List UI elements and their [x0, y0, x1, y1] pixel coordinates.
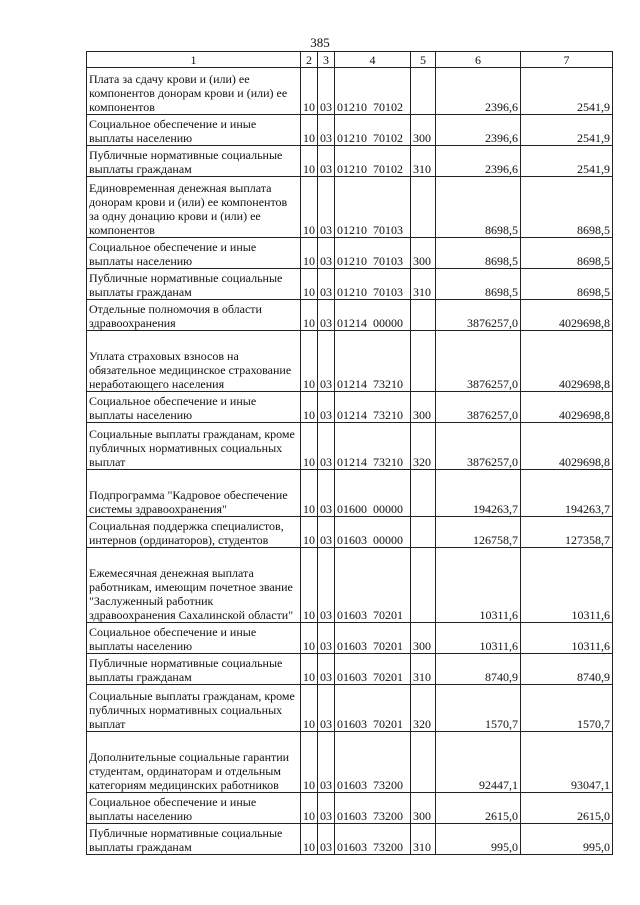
amount-year2-cell: 10311,6	[521, 548, 613, 623]
section-code-cell: 10	[301, 654, 318, 685]
amount-year2-cell: 2541,9	[521, 68, 613, 115]
amount-year2-cell: 4029698,8	[521, 423, 613, 470]
expense-type-cell	[411, 732, 436, 793]
target-item-code-cell: 01210 70103	[335, 238, 411, 269]
amount-year1-cell: 8698,5	[436, 238, 521, 269]
page-number: 385	[310, 35, 330, 50]
section-code-cell: 10	[301, 331, 318, 392]
table-row	[87, 331, 613, 392]
table-row	[87, 177, 613, 238]
row-name-cell: Социальная поддержка специалистов, интернов (ординаторов), студентов	[87, 517, 301, 548]
header-col-7: 7	[521, 52, 613, 68]
amount-year1-cell: 92447,1	[436, 732, 521, 793]
subsection-code-cell: 03	[318, 269, 335, 300]
expense-type-cell	[411, 470, 436, 517]
target-item-code-cell: 01600 00000	[335, 470, 411, 517]
subsection-code-cell: 03	[318, 238, 335, 269]
expense-type-cell	[411, 517, 436, 548]
amount-year1-cell: 2615,0	[436, 793, 521, 824]
target-item-code-cell: 01214 00000	[335, 300, 411, 331]
section-code-cell: 10	[301, 548, 318, 623]
section-code-cell: 10	[301, 623, 318, 654]
amount-year1-cell: 3876257,0	[436, 392, 521, 423]
budget-table	[86, 51, 613, 855]
section-code-cell: 10	[301, 732, 318, 793]
target-item-code-cell: 01603 70201	[335, 623, 411, 654]
table-row	[87, 300, 613, 331]
subsection-code-cell: 03	[318, 685, 335, 732]
target-item-code-cell: 01210 70102	[335, 115, 411, 146]
target-item-code-cell: 01603 70201	[335, 654, 411, 685]
row-name-cell: Публичные нормативные социальные выплаты гражданам	[87, 269, 301, 300]
amount-year2-cell: 4029698,8	[521, 392, 613, 423]
row-name-cell: Социальное обеспечение и иные выплаты населению	[87, 115, 301, 146]
target-item-code-cell: 01603 70201	[335, 685, 411, 732]
row-name-cell: Социальное обеспечение и иные выплаты населению	[87, 392, 301, 423]
header-col-1: 1	[87, 52, 301, 68]
row-name-cell: Публичные нормативные социальные выплаты гражданам	[87, 654, 301, 685]
section-code-cell: 10	[301, 115, 318, 146]
table-row	[87, 146, 613, 177]
target-item-code-cell: 01214 73210	[335, 331, 411, 392]
expense-type-cell: 310	[411, 269, 436, 300]
section-code-cell: 10	[301, 517, 318, 548]
table-row	[87, 269, 613, 300]
subsection-code-cell: 03	[318, 470, 335, 517]
expense-type-cell: 310	[411, 654, 436, 685]
amount-year1-cell: 8698,5	[436, 177, 521, 238]
section-code-cell: 10	[301, 177, 318, 238]
table-row	[87, 623, 613, 654]
amount-year2-cell: 4029698,8	[521, 300, 613, 331]
amount-year1-cell: 126758,7	[436, 517, 521, 548]
amount-year1-cell: 3876257,0	[436, 423, 521, 470]
amount-year2-cell: 8698,5	[521, 269, 613, 300]
header-col-4: 4	[335, 52, 411, 68]
target-item-code-cell: 01603 00000	[335, 517, 411, 548]
expense-type-cell: 300	[411, 392, 436, 423]
amount-year2-cell: 2541,9	[521, 115, 613, 146]
table-row	[87, 732, 613, 793]
row-name-cell: Подпрограмма "Кадровое обеспечение системы здравоохранения"	[87, 470, 301, 517]
row-name-cell: Социальное обеспечение и иные выплаты населению	[87, 238, 301, 269]
section-code-cell: 10	[301, 269, 318, 300]
amount-year1-cell: 3876257,0	[436, 331, 521, 392]
table-row	[87, 392, 613, 423]
section-code-cell: 10	[301, 300, 318, 331]
expense-type-cell: 310	[411, 146, 436, 177]
amount-year1-cell: 2396,6	[436, 115, 521, 146]
amount-year1-cell: 2396,6	[436, 68, 521, 115]
subsection-code-cell: 03	[318, 177, 335, 238]
expense-type-cell: 300	[411, 623, 436, 654]
amount-year2-cell: 4029698,8	[521, 331, 613, 392]
table-row	[87, 685, 613, 732]
row-name-cell: Социальное обеспечение и иные выплаты населению	[87, 623, 301, 654]
row-name-cell: Социальное обеспечение и иные выплаты населению	[87, 793, 301, 824]
target-item-code-cell: 01603 73200	[335, 793, 411, 824]
expense-type-cell: 320	[411, 685, 436, 732]
table-row	[87, 517, 613, 548]
amount-year1-cell: 8698,5	[436, 269, 521, 300]
subsection-code-cell: 03	[318, 68, 335, 115]
header-row	[87, 52, 613, 68]
section-code-cell: 10	[301, 685, 318, 732]
expense-type-cell: 310	[411, 824, 436, 855]
amount-year1-cell: 10311,6	[436, 548, 521, 623]
subsection-code-cell: 03	[318, 793, 335, 824]
row-name-cell: Отдельные полномочия в области здравоохранения	[87, 300, 301, 331]
subsection-code-cell: 03	[318, 115, 335, 146]
table-row	[87, 824, 613, 855]
amount-year2-cell: 93047,1	[521, 732, 613, 793]
subsection-code-cell: 03	[318, 146, 335, 177]
expense-type-cell	[411, 177, 436, 238]
expense-type-cell: 300	[411, 115, 436, 146]
section-code-cell: 10	[301, 238, 318, 269]
header-col-3: 3	[318, 52, 335, 68]
section-code-cell: 10	[301, 392, 318, 423]
amount-year2-cell: 995,0	[521, 824, 613, 855]
header-col-5: 5	[411, 52, 436, 68]
table-body	[87, 68, 613, 855]
section-code-cell: 10	[301, 793, 318, 824]
table-row	[87, 654, 613, 685]
amount-year2-cell: 194263,7	[521, 470, 613, 517]
header-col-2: 2	[301, 52, 318, 68]
subsection-code-cell: 03	[318, 623, 335, 654]
table-row	[87, 470, 613, 517]
amount-year2-cell: 2541,9	[521, 146, 613, 177]
section-code-cell: 10	[301, 68, 318, 115]
amount-year2-cell: 1570,7	[521, 685, 613, 732]
subsection-code-cell: 03	[318, 654, 335, 685]
target-item-code-cell: 01210 70102	[335, 68, 411, 115]
subsection-code-cell: 03	[318, 300, 335, 331]
amount-year1-cell: 10311,6	[436, 623, 521, 654]
expense-type-cell	[411, 331, 436, 392]
section-code-cell: 10	[301, 470, 318, 517]
row-name-cell: Ежемесячная денежная выплата работникам, имеющим почетное звание "Заслуженный работник здравоохранения Сахалинской области"	[87, 548, 301, 623]
target-item-code-cell: 01214 73210	[335, 392, 411, 423]
row-name-cell: Плата за сдачу крови и (или) ее компонентов донорам крови и (или) ее компонентов	[87, 68, 301, 115]
section-code-cell: 10	[301, 423, 318, 470]
expense-type-cell	[411, 548, 436, 623]
target-item-code-cell: 01210 70103	[335, 177, 411, 238]
subsection-code-cell: 03	[318, 732, 335, 793]
table-row	[87, 423, 613, 470]
subsection-code-cell: 03	[318, 331, 335, 392]
table-row	[87, 548, 613, 623]
section-code-cell: 10	[301, 824, 318, 855]
target-item-code-cell: 01603 73200	[335, 824, 411, 855]
target-item-code-cell: 01603 73200	[335, 732, 411, 793]
amount-year1-cell: 995,0	[436, 824, 521, 855]
amount-year2-cell: 8698,5	[521, 177, 613, 238]
row-name-cell: Публичные нормативные социальные выплаты гражданам	[87, 146, 301, 177]
amount-year2-cell: 2615,0	[521, 793, 613, 824]
subsection-code-cell: 03	[318, 423, 335, 470]
table-row	[87, 238, 613, 269]
section-code-cell: 10	[301, 146, 318, 177]
amount-year1-cell: 2396,6	[436, 146, 521, 177]
target-item-code-cell: 01603 70201	[335, 548, 411, 623]
amount-year1-cell: 1570,7	[436, 685, 521, 732]
amount-year2-cell: 127358,7	[521, 517, 613, 548]
target-item-code-cell: 01214 73210	[335, 423, 411, 470]
amount-year1-cell: 194263,7	[436, 470, 521, 517]
expense-type-cell	[411, 300, 436, 331]
row-name-cell: Публичные нормативные социальные выплаты гражданам	[87, 824, 301, 855]
row-name-cell: Социальные выплаты гражданам, кроме публичных нормативных социальных выплат	[87, 423, 301, 470]
expense-type-cell	[411, 68, 436, 115]
row-name-cell: Единовременная денежная выплата донорам крови и (или) ее компонентов за одну донацию крови и (или) ее компонентов	[87, 177, 301, 238]
row-name-cell: Дополнительные социальные гарантии студентам, ординаторам и отдельным категориям медицинских работников	[87, 732, 301, 793]
target-item-code-cell: 01210 70102	[335, 146, 411, 177]
subsection-code-cell: 03	[318, 392, 335, 423]
amount-year2-cell: 10311,6	[521, 623, 613, 654]
amount-year2-cell: 8740,9	[521, 654, 613, 685]
expense-type-cell: 300	[411, 793, 436, 824]
expense-type-cell: 300	[411, 238, 436, 269]
subsection-code-cell: 03	[318, 517, 335, 548]
table-row	[87, 793, 613, 824]
target-item-code-cell: 01210 70103	[335, 269, 411, 300]
expense-type-cell: 320	[411, 423, 436, 470]
table-row	[87, 115, 613, 146]
row-name-cell: Социальные выплаты гражданам, кроме публичных нормативных социальных выплат	[87, 685, 301, 732]
subsection-code-cell: 03	[318, 548, 335, 623]
table-row	[87, 68, 613, 115]
header-col-6: 6	[436, 52, 521, 68]
row-name-cell: Уплата страховых взносов на обязательное медицинское страхование неработающего населения	[87, 331, 301, 392]
amount-year1-cell: 3876257,0	[436, 300, 521, 331]
amount-year2-cell: 8698,5	[521, 238, 613, 269]
subsection-code-cell: 03	[318, 824, 335, 855]
amount-year1-cell: 8740,9	[436, 654, 521, 685]
